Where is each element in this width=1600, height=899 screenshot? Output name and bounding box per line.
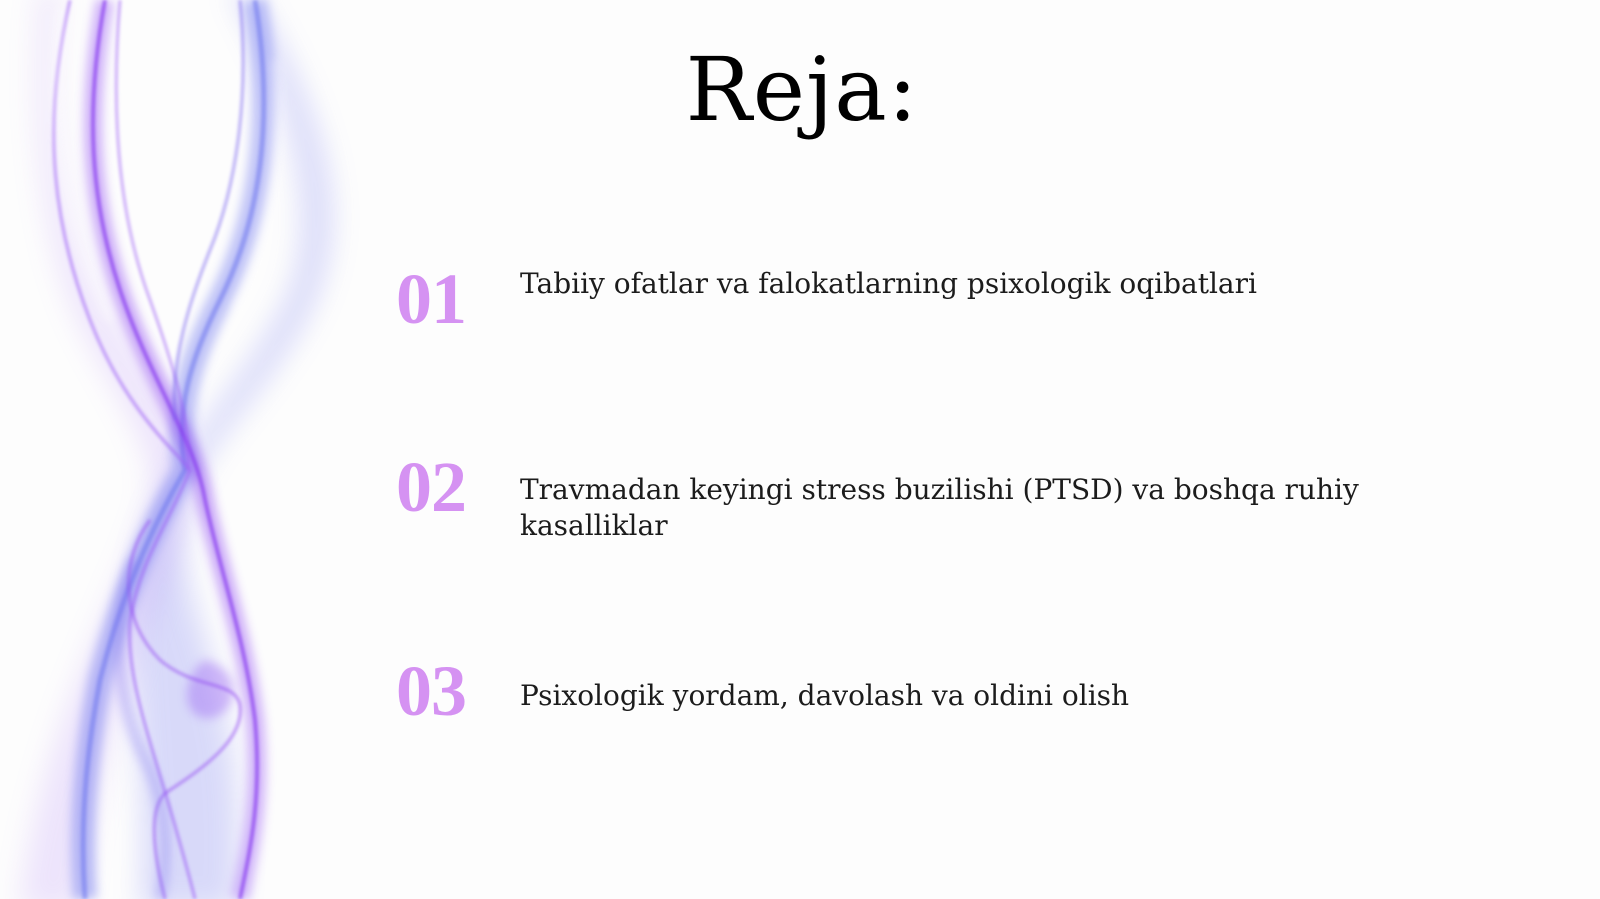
- item-text-3: Psixologik yordam, davolash va oldini olish: [520, 679, 1130, 712]
- item-number-1: 01: [396, 259, 466, 339]
- slide-title: Reja:: [685, 38, 919, 141]
- item-text-2: Travmadan keyingi stress buzilishi (PTSD) va boshqa ruhiy kasalliklar: [520, 473, 1359, 542]
- item-number-2: 02: [396, 447, 466, 527]
- item-number-3: 03: [396, 651, 466, 731]
- violet-smoke-ribbon-icon: [0, 0, 400, 899]
- item-text-1: Tabiiy ofatlar va falokatlarning psixologik oqibatlari: [520, 267, 1257, 300]
